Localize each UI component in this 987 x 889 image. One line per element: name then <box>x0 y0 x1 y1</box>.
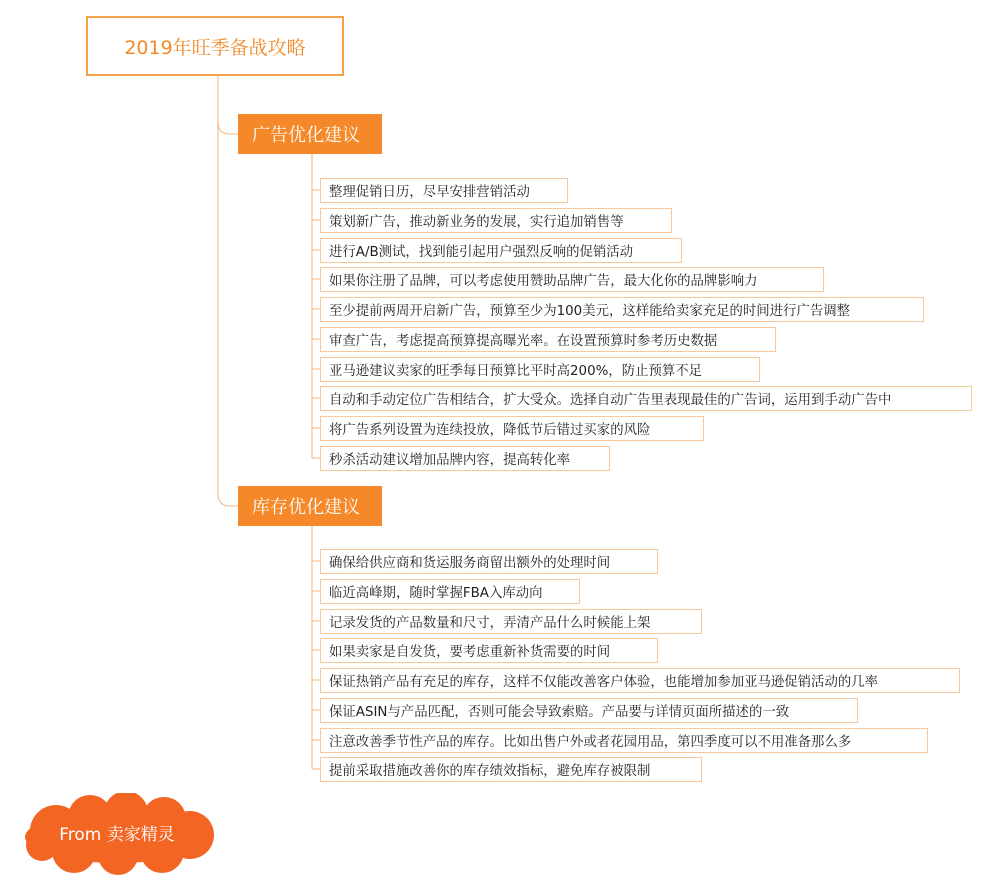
leaf-item: 提前采取措施改善你的库存绩效指标，避免库存被限制 <box>320 757 702 782</box>
root-node <box>86 16 344 76</box>
leaf-item: 进行A/B测试，找到能引起用户强烈反响的促销活动 <box>320 238 682 263</box>
connector-curve <box>218 494 238 506</box>
leaf-item: 如果你注册了品牌，可以考虑使用赞助品牌广告，最大化你的品牌影响力 <box>320 267 824 292</box>
leaf-item: 确保给供应商和货运服务商留出额外的处理时间 <box>320 549 658 574</box>
leaf-item: 注意改善季节性产品的库存。比如出售户外或者花园用品，第四季度可以不用准备那么多 <box>320 728 928 753</box>
leaf-item: 秒杀活动建议增加品牌内容，提高转化率 <box>320 446 610 471</box>
root-title: 2019年旺季备战攻略 <box>124 36 306 59</box>
branch-node-1: 广告优化建议 <box>238 114 382 154</box>
leaf-item: 审查广告，考虑提高预算提高曝光率。在设置预算时参考历史数据 <box>320 327 776 352</box>
leaf-item: 记录发货的产品数量和尺寸，弄清产品什么时候能上架 <box>320 609 702 634</box>
leaf-item: 至少提前两周开启新广告，预算至少为100美元，这样能给卖家充足的时间进行广告调整 <box>320 297 924 322</box>
leaf-item: 整理促销日历，尽早安排营销活动 <box>320 178 568 203</box>
leaf-item: 策划新广告，推动新业务的发展，实行追加销售等 <box>320 208 672 233</box>
branch-node-2: 库存优化建议 <box>238 486 382 526</box>
leaf-item: 如果卖家是自发货，要考虑重新补货需要的时间 <box>320 638 658 663</box>
leaf-item: 临近高峰期，随时掌握FBA入库动向 <box>320 579 580 604</box>
leaf-item: 亚马逊建议卖家的旺季每日预算比平时高200%，防止预算不足 <box>320 357 760 382</box>
leaf-item: 将广告系列设置为连续投放，降低节后错过买家的风险 <box>320 416 704 441</box>
connector-curve <box>218 122 238 134</box>
leaf-item: 保证热销产品有充足的库存，这样不仅能改善客户体验，也能增加参加亚马逊促销活动的几率 <box>320 668 960 693</box>
leaf-item: 保证ASIN与产品匹配，否则可能会导致索赔。产品要与详情页面所描述的一致 <box>320 698 858 723</box>
leaf-item: 自动和手动定位广告相结合，扩大受众。选择自动广告里表现最佳的广告词，运用到手动广告中 <box>320 386 972 411</box>
cloud-watermark-text: From 卖家精灵 <box>59 824 175 845</box>
